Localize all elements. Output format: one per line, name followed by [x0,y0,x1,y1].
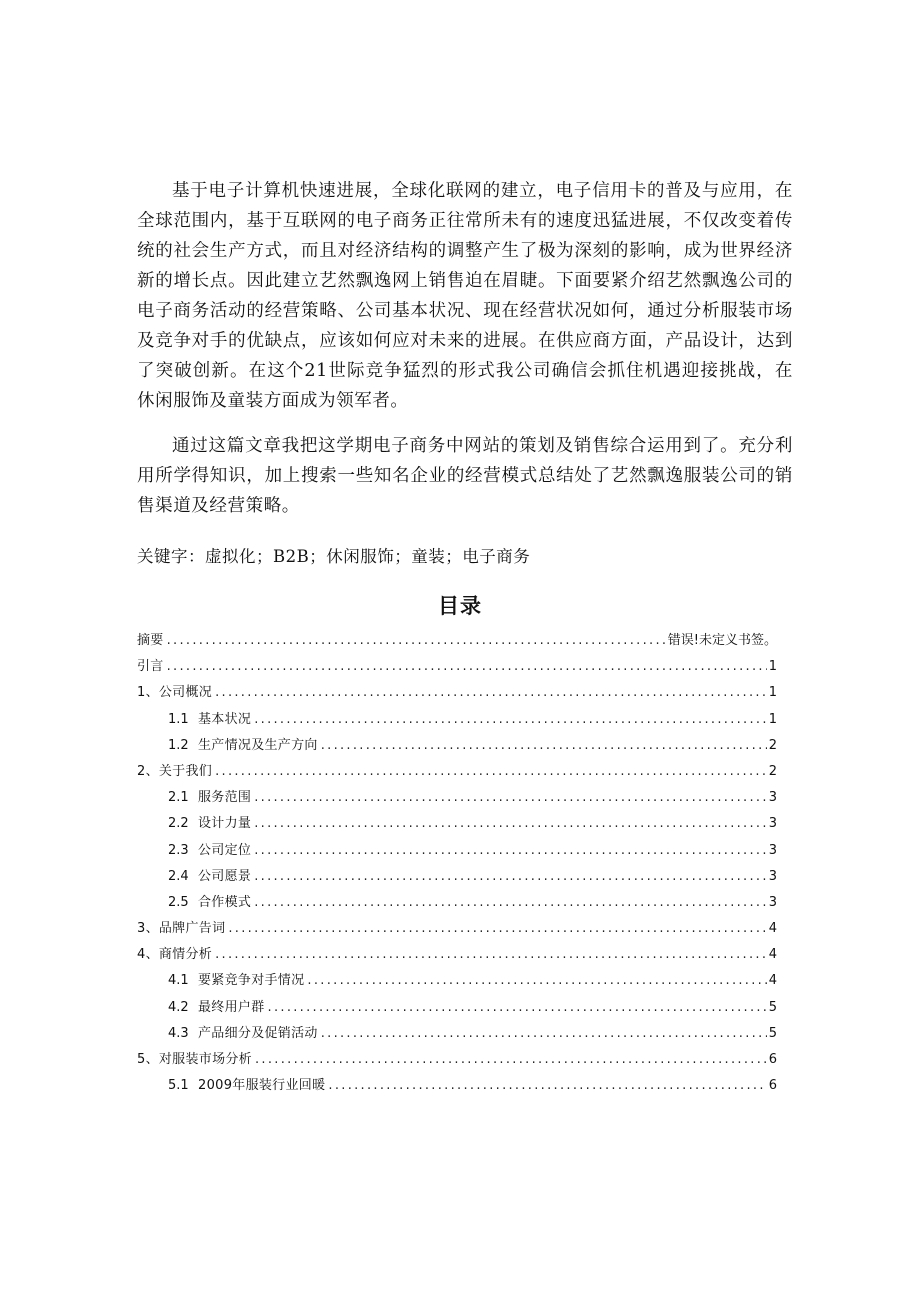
toc-entry-page: 2 [768,737,777,753]
abstract-paragraph-1: 基于电子计算机快速进展，全球化联网的建立，电子信用卡的普及与应用，在全球范围内，基于互联网的电子商务正往常所未有的速度迅猛进展，不仅改变着传统的社会生产方式，而且对经济结构的调整产生了极为深刻的影响，成为世界经济新的增长点。因此建立艺然飘逸网上销售迫在眉睫。下面要紧介绍艺然飘逸公司的电子商务活动的经营策略、公司基本状况、现在经营状况如何，通过分析服装市场及竞争对手的优缺点，应该如何应对未来的进展。在供应商方面，产品设计，达到了突破创新。在这个21世际竞争猛烈的形式我公司确信会抓住机遇迎接挑战，在休闲服饰及童装方面成为领军者。 [137,181,793,411]
toc-entry-title: 基本状况 [198,711,252,727]
toc-entry-title: 产品细分及促销活动 [198,1025,318,1041]
toc-dot-leader [228,916,766,942]
toc-entry[interactable] [137,785,777,811]
toc-entry[interactable] [137,995,777,1021]
toc-entry[interactable] [137,707,777,733]
toc-dot-leader [255,1047,767,1073]
toc-entry-number: 5.1 [168,1078,189,1094]
toc-entry-page: 5 [768,999,777,1015]
toc-dot-leader [215,942,767,968]
toc-entry[interactable] [137,628,777,654]
toc-entry-page: 1 [768,685,777,701]
toc-entry-number: 1.2 [168,737,189,753]
toc-dot-leader [254,838,767,864]
toc-entry-title: 4、商情分析 [137,947,213,963]
toc-dot-leader [321,1021,767,1047]
toc-entry-number: 2.4 [168,868,189,884]
toc-entry[interactable] [137,942,777,968]
toc-entry-title: 5、对服装市场分析 [137,1052,252,1067]
toc-entry-title: 引言 [137,659,164,675]
toc-entry-page: 3 [768,790,777,806]
toc-entry-title: 3、品牌广告词 [137,921,226,937]
toc-dot-leader [328,1073,766,1099]
toc-entry-page: 错误!未定义书签。 [667,633,777,648]
toc-entry-page: 4 [768,973,777,989]
toc-entry[interactable] [137,733,777,759]
toc-entry-number: 1.1 [168,711,189,727]
toc-entry[interactable] [137,1073,777,1099]
toc-dot-leader [215,759,767,785]
toc-dot-leader [254,707,767,733]
toc-entry-title: 公司定位 [198,842,252,858]
toc-dot-leader [254,785,767,811]
toc-entry-number: 4.1 [168,973,189,989]
toc-entry-title: 要紧竞争对手情况 [198,973,305,989]
toc-dot-leader [307,968,766,994]
toc-entry-page: 4 [768,921,777,937]
toc-entry[interactable] [137,811,777,837]
toc-title: 目录 [438,594,482,618]
toc-dot-leader [167,628,666,654]
toc-entry-title: 服务范围 [198,790,252,806]
toc-entry-page: 3 [768,816,777,832]
toc-entry-page: 6 [768,1052,777,1067]
table-of-contents [137,628,777,1099]
toc-entry-title: 合作模式 [198,894,252,910]
toc-dot-leader [167,654,767,680]
toc-entry-page: 6 [768,1078,777,1094]
toc-entry[interactable] [137,916,777,942]
toc-entry-title: 生产情况及生产方向 [198,737,318,753]
toc-entry[interactable] [137,838,777,864]
toc-dot-leader [254,890,767,916]
toc-entry-page: 1 [768,659,777,675]
toc-entry[interactable] [137,1021,777,1047]
toc-entry[interactable] [137,890,777,916]
toc-entry-page: 4 [768,947,777,963]
toc-entry-number: 2.2 [168,816,189,832]
toc-entry-title: 摘要 [137,633,164,648]
toc-dot-leader [254,864,767,890]
abstract-paragraph-2: 通过这篇文章我把这学期电子商务中网站的策划及销售综合运用到了。充分利用所学得知识，加上搜索一些知名企业的经营模式总结处了艺然飘逸服装公司的销售渠道及经营策略。 [137,436,793,516]
toc-entry-title: 设计力量 [198,816,252,832]
toc-entry-title: 公司愿景 [198,868,252,884]
toc-dot-leader [268,995,767,1021]
toc-entry[interactable] [137,654,777,680]
toc-entry[interactable] [137,759,777,785]
toc-entry-page: 3 [768,868,777,884]
toc-entry[interactable] [137,1047,777,1073]
toc-dot-leader [321,733,767,759]
toc-entry-number: 4.3 [168,1025,189,1041]
toc-entry-title: 2、关于我们 [137,763,213,779]
toc-entry-title: 最终用户群 [198,999,265,1015]
toc-entry-page: 3 [768,894,777,910]
toc-dot-leader [215,680,767,706]
toc-entry-number: 2.1 [168,790,189,806]
toc-entry-page: 5 [768,1025,777,1041]
toc-dot-leader [254,811,767,837]
toc-entry-page: 3 [768,842,777,858]
toc-entry[interactable] [137,864,777,890]
toc-entry-number: 2.3 [168,842,189,858]
toc-entry-title: 2009年服装行业回暖 [198,1078,326,1094]
toc-entry-number: 2.5 [168,894,189,910]
abstract-section [137,176,793,521]
toc-entry[interactable] [137,680,777,706]
toc-entry-number: 4.2 [168,999,189,1015]
toc-entry-title: 1、公司概况 [137,685,213,701]
toc-entry-page: 2 [768,763,777,779]
toc-entry-page: 1 [768,711,777,727]
keywords-line: 关键字：虚拟化；B2B；休闲服饰；童装；电子商务 [137,547,531,566]
toc-entry[interactable] [137,968,777,994]
